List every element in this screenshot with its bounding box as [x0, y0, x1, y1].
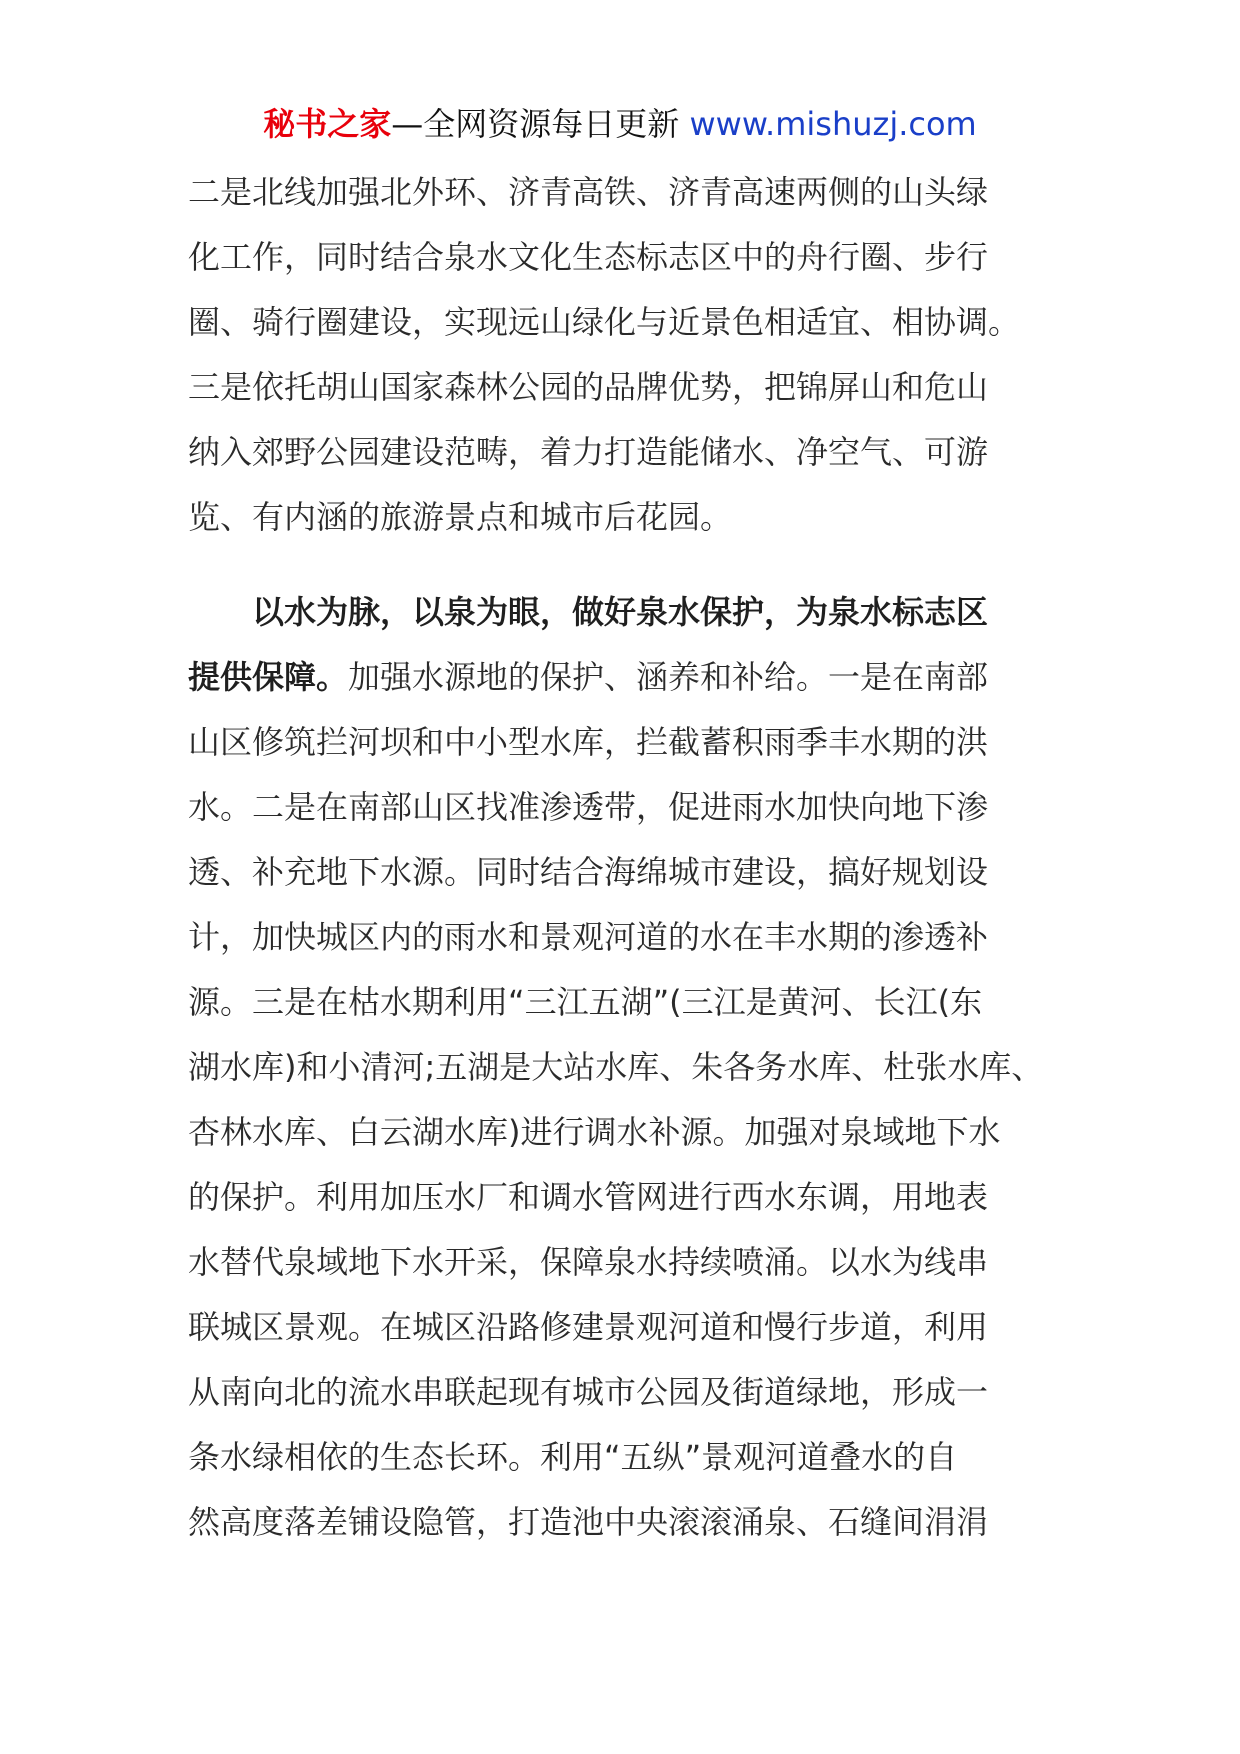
text-line: 源。三是在枯水期利用“三江五湖”(三江是黄河、长江(东	[188, 983, 983, 1021]
paragraph-gap	[188, 550, 1068, 580]
text-line: 水替代泉域地下水开采，保障泉水持续喷涌。以水为线串	[188, 1243, 989, 1281]
text-line: 纳入郊野公园建设范畴，着力打造能储水、净空气、可游	[188, 433, 989, 471]
text-line: 然高度落差铺设隐管，打造池中央滚滚涌泉、石缝间涓涓	[188, 1503, 989, 1541]
section-heading: 以水为脉，以泉为眼，做好泉水保护，为泉水标志区	[252, 593, 989, 631]
text-line: 三是依托胡山国家森林公园的品牌优势，把锦屏山和危山	[188, 368, 989, 406]
text-line: 水。二是在南部山区找准渗透带，促进雨水加快向地下渗	[188, 788, 989, 826]
text-line: 览、有内涵的旅游景点和城市后花园。	[188, 498, 733, 536]
text-line: 化工作，同时结合泉水文化生态标志区中的舟行圈、步行	[188, 238, 989, 276]
site-brand: 秘书之家	[263, 105, 392, 143]
text-run: 加强水源地的保护、涵养和补给。一是在南部	[348, 658, 989, 696]
text-line: 圈、骑行圈建设，实现远山绿化与近景色相适宜、相协调。	[188, 303, 1021, 341]
text-line: 计，加快城区内的雨水和景观河道的水在丰水期的渗透补	[188, 918, 989, 956]
section-heading-end: 提供保障。	[188, 658, 349, 696]
text-line: 湖水库)和小清河;五湖是大站水库、朱各务水库、杜张水库、	[188, 1048, 1044, 1086]
site-url-link[interactable]: www.mishuzj.com	[689, 105, 977, 143]
text-line: 的保护。利用加压水厂和调水管网进行西水东调，用地表	[188, 1178, 989, 1216]
text-line: 二是北线加强北外环、济青高铁、济青高速两侧的山头绿	[188, 173, 989, 211]
text-line: 联城区景观。在城区沿路修建景观河道和慢行步道，利用	[188, 1308, 989, 1346]
page-header	[0, 102, 1240, 146]
text-line: 杏林水库、白云湖水库)进行调水补源。加强对泉域地下水	[188, 1113, 1001, 1151]
site-tagline: —全网资源每日更新	[391, 105, 690, 143]
text-line	[188, 645, 1068, 710]
text-line: 透、补充地下水源。同时结合海绵城市建设，搞好规划设	[188, 853, 989, 891]
text-line: 条水绿相依的生态长环。利用“五纵”景观河道叠水的自	[188, 1438, 958, 1476]
paragraph-2	[188, 580, 1068, 1555]
paragraph-1	[188, 160, 1068, 550]
text-line: 山区修筑拦河坝和中小型水库，拦截蓄积雨季丰水期的洪	[188, 723, 989, 761]
document-body	[188, 160, 1068, 1555]
text-line: 从南向北的流水串联起现有城市公园及街道绿地，形成一	[188, 1373, 989, 1411]
